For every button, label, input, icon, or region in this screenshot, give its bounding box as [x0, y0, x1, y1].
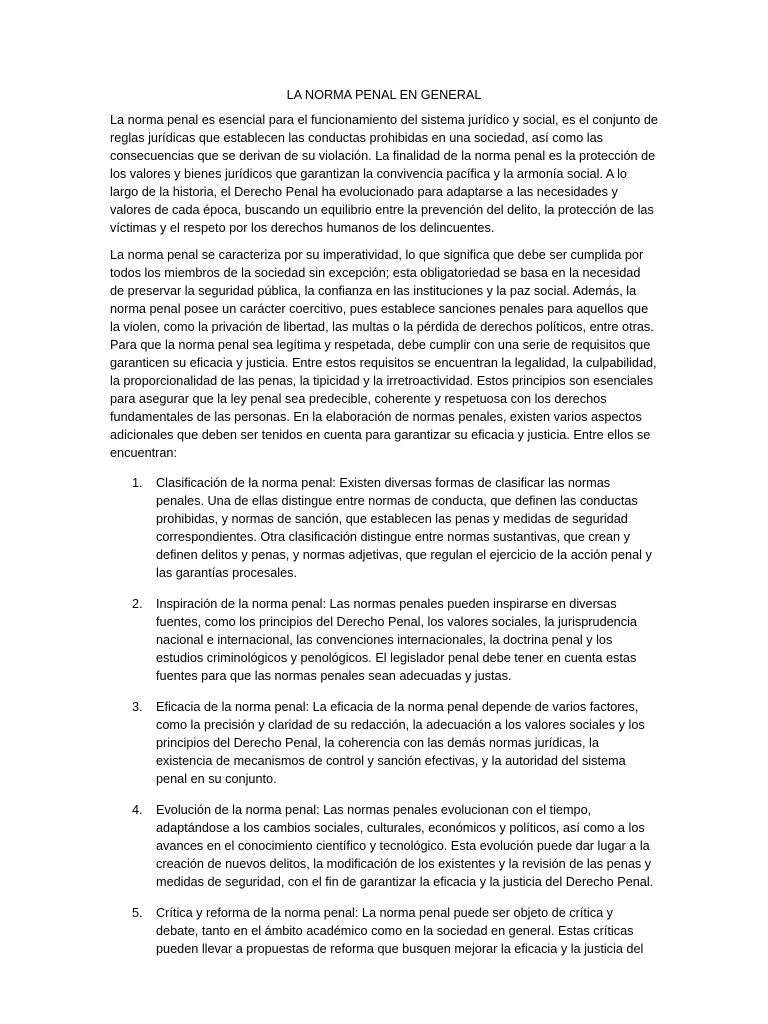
numbered-list [110, 474, 658, 958]
list-item-number: 4. [132, 803, 143, 817]
list-item [132, 595, 658, 685]
list-item [132, 904, 658, 958]
list-item-text: Crítica y reforma de la norma penal: La norma penal puede ser objeto de crítica y debate, tanto en el ámbito académico como en la sociedad en general. Estas críticas pueden llevar a propuestas de reforma que busquen mejorar la eficacia y la justicia del [156, 906, 644, 956]
list-item-number: 2. [132, 597, 143, 611]
list-item-text: Eficacia de la norma penal: La eficacia de la norma penal depende de varios factores, como la precisión y claridad de su redacción, la adecuación a los valores sociales y los principios del Derecho Penal, la coherencia con las demás normas jurídicas, la existencia de mecanismos de control y sanción efectivas, y la autoridad del sistema penal en su conjunto. [156, 700, 645, 786]
list-item-number: 3. [132, 700, 143, 714]
list-item-number: 1. [132, 476, 143, 490]
list-item-text: Inspiración de la norma penal: Las normas penales pueden inspirarse en diversas fuentes, como los principios del Derecho Penal, los valores sociales, la jurisprudencia nacional e internacional, las convenciones internacionales, la doctrina penal y los estudios criminológicos y penológicos. El legislador penal debe tener en cuenta estas fuentes para que las normas penales sean adecuadas y justas. [156, 597, 637, 683]
list-item-text: Evolución de la norma penal: Las normas penales evolucionan con el tiempo, adaptándose a los cambios sociales, culturales, económicos y políticos, así como a los avances en el conocimiento científico y tecnológico. Esta evolución puede dar lugar a la creación de nuevos delitos, la modificación de los existentes y la revisión de las penas y medidas de seguridad, con el fin de garantizar la eficacia y la justicia del Derecho Penal. [156, 803, 654, 889]
list-item-number: 5. [132, 906, 143, 920]
list-item [132, 698, 658, 788]
document-body [110, 86, 658, 971]
document-title: LA NORMA PENAL EN GENERAL [286, 88, 482, 102]
list-item [132, 474, 658, 582]
list-item [132, 801, 658, 891]
paragraph-intro: La norma penal es esencial para el funcionamiento del sistema jurídico y social, es el conjunto de reglas jurídicas que establecen las conductas prohibidas en una sociedad, así como las consecuencias que se derivan de su violación. La finalidad de la norma penal es la protección de los valores y bienes jurídicos que garantizan la convivencia pacífica y la armonía social. A lo largo de la historia, el Derecho Penal ha evolucionado para adaptarse a las necesidades y valores de cada época, buscando un equilibrio entre la prevención del delito, la protección de las víctimas y el respeto por los derechos humanos de los delincuentes. [110, 113, 658, 235]
list-item-text: Clasificación de la norma penal: Existen diversas formas de clasificar las normas penales. Una de ellas distingue entre normas de conducta, que definen las conductas prohibidas, y normas de sanción, que establecen las penas y medidas de seguridad correspondientes. Otra clasificación distingue entre normas sustantivas, que crean y definen delitos y penas, y normas adjetivas, que regulan el ejercicio de la acción penal y las garantías procesales. [156, 476, 652, 580]
paragraph-characteristics: La norma penal se caracteriza por su imperatividad, lo que significa que debe ser cumplida por todos los miembros de la sociedad sin excepción; esta obligatoriedad se basa en la necesidad de preservar la seguridad pública, la confianza en las instituciones y la paz social. Además, la norma penal posee un carácter coercitivo, pues establece sanciones penales para aquellos que la violen, como la privación de libertad, las multas o la pérdida de derechos políticos, entre otras. Para que la norma penal sea legítima y respetada, debe cumplir con una serie de requisitos que garanticen su eficacia y justicia. Entre estos requisitos se encuentran la legalidad, la culpabilidad, la proporcionalidad de las penas, la tipicidad y la irretroactividad. Estos principios son esenciales para asegurar que la ley penal sea predecible, coherente y respetuosa con los derechos fundamentales de las personas. En la elaboración de normas penales, existen varios aspectos adicionales que deben ser tenidos en cuenta para garantizar su eficacia y justicia. Entre ellos se encuentran: [110, 248, 657, 460]
